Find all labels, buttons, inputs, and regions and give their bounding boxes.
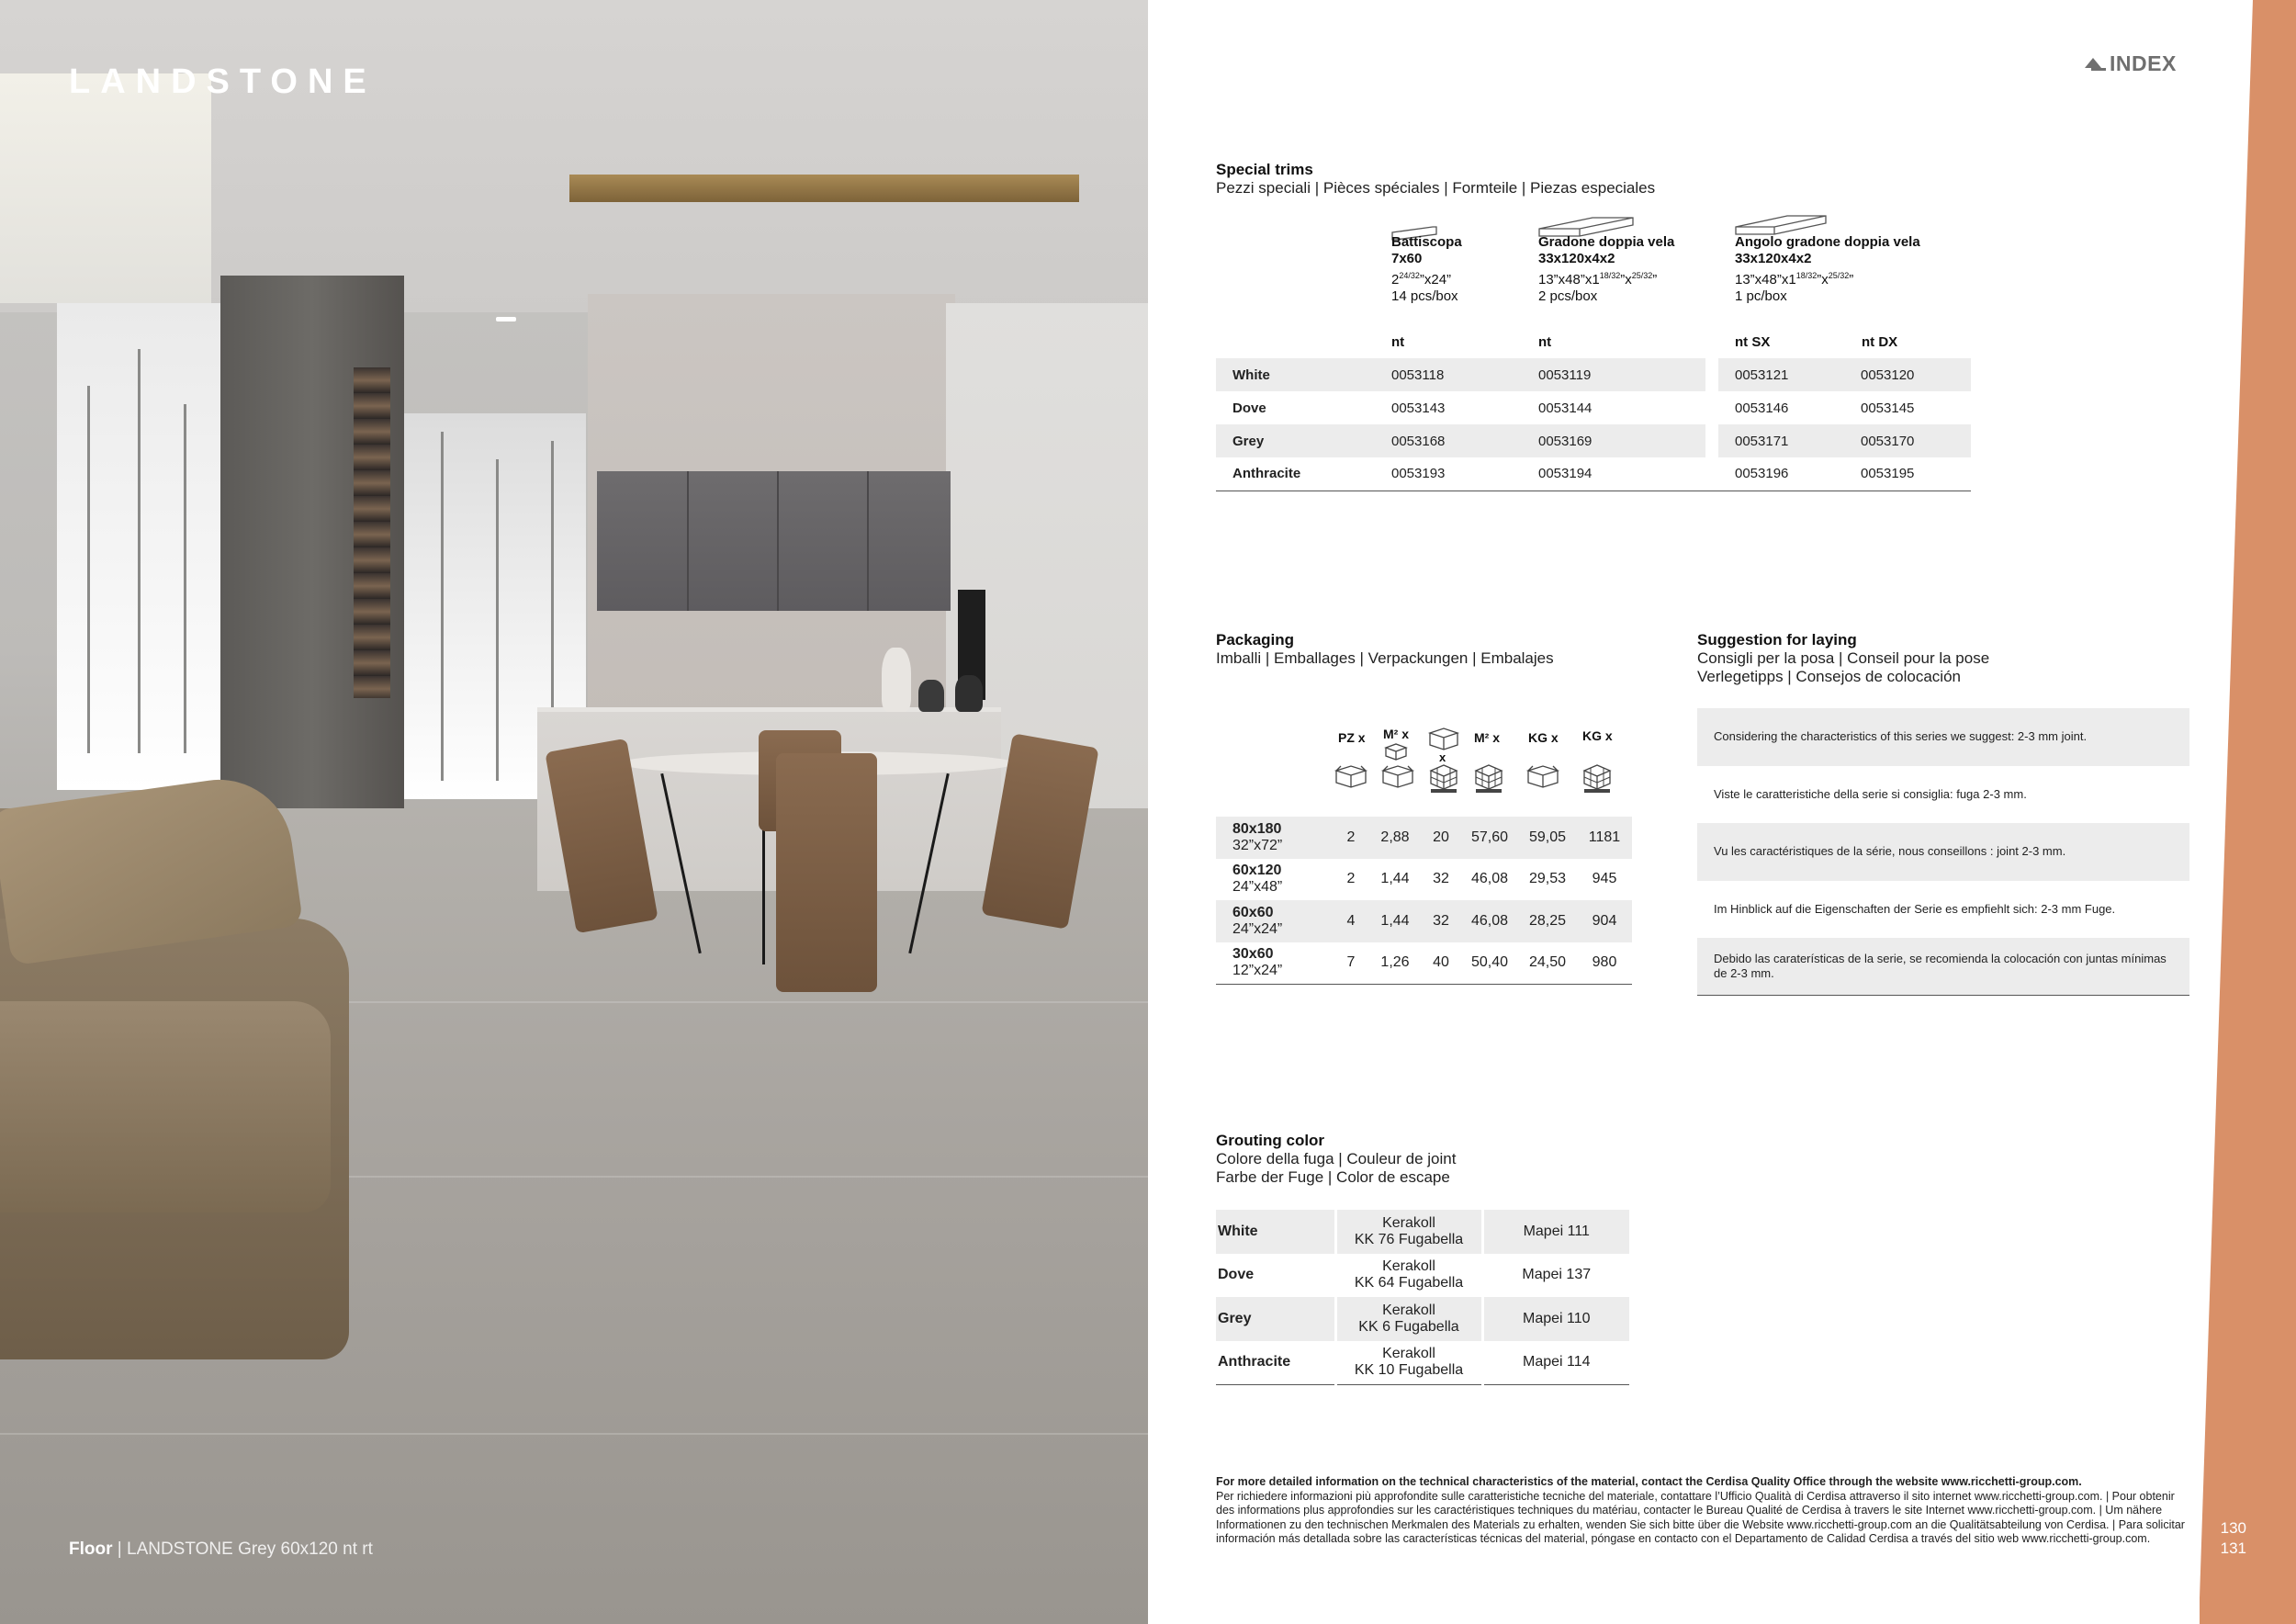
format-inch: 12”x24”	[1232, 963, 1283, 978]
format-inch: 32”x72”	[1232, 837, 1283, 853]
value-cell: 1,26	[1369, 942, 1421, 985]
trim-imperial-part: 2	[1391, 272, 1400, 288]
code-cell: 0053195	[1844, 457, 1971, 491]
code-cell: 0053145	[1861, 400, 1915, 416]
trim-imperial-size	[1538, 267, 1674, 288]
format-cm: 60x60	[1232, 904, 1274, 920]
kerakoll-product: KK 6 Fugabella	[1358, 1318, 1459, 1335]
trim-size: 33x120x4x2	[1538, 251, 1615, 266]
format-inch: 24”x24”	[1232, 920, 1283, 937]
column-gap	[1705, 424, 1718, 457]
kerakoll-cell	[1335, 1254, 1482, 1298]
code-cell: 0053119	[1522, 358, 1705, 391]
packaging-column-header: M² x	[1474, 730, 1500, 745]
mapei-cell: Mapei 114	[1482, 1341, 1629, 1385]
tile-joint	[0, 1433, 1148, 1435]
mapei-cell: Mapei 110	[1482, 1297, 1629, 1341]
index-link-label: INDEX	[2110, 51, 2177, 75]
box-icon	[1525, 763, 1560, 789]
cabinet-divider	[687, 471, 689, 611]
packaging-column-header: KG x	[1528, 730, 1559, 745]
value-cell: 32	[1433, 871, 1449, 887]
color-cell: White	[1216, 1210, 1335, 1254]
value-cell: 2	[1346, 871, 1356, 887]
value-cell: 7	[1333, 942, 1369, 985]
tree	[496, 459, 499, 781]
code-cell: 0053194	[1522, 457, 1705, 491]
tile-joint	[276, 1001, 1148, 1003]
section-title: Grouting color	[1216, 1132, 1325, 1149]
wall-sculpture	[354, 367, 390, 698]
value-cell: 1,44	[1380, 871, 1410, 887]
cabinet-divider	[867, 471, 869, 611]
footnote	[1216, 1475, 2188, 1547]
value-cell: 28,25	[1518, 900, 1577, 942]
pallet-icon	[1472, 761, 1505, 795]
value-cell: 57,60	[1461, 817, 1518, 859]
code-cell: 0053118	[1375, 358, 1522, 391]
table-row	[1216, 1210, 1629, 1254]
section-title: Suggestion for laying	[1697, 631, 1857, 648]
table-row	[1216, 424, 1971, 457]
table-row	[1216, 859, 1632, 901]
tree	[87, 386, 90, 753]
code-cell: 0053168	[1375, 424, 1522, 457]
trim-imperial-size	[1735, 267, 1920, 288]
section-title: Special trims	[1216, 161, 1313, 178]
format-inch: 24”x48”	[1232, 879, 1283, 896]
trim-imperial-fraction: 24/32	[1399, 271, 1420, 280]
page-numbers	[2204, 1518, 2246, 1559]
code-cell: 0053196	[1718, 457, 1844, 491]
caption-label: Floor	[69, 1539, 113, 1559]
kerakoll-product: KK 10 Fugabella	[1354, 1362, 1464, 1378]
trim-imperial-part: ”x	[1620, 272, 1632, 288]
trim-pack: 2 pcs/box	[1538, 288, 1598, 304]
suggestion-row: Vu les caractéristiques de la série, nous conseillons : joint 2-3 mm.	[1697, 823, 2189, 881]
code-cell: 0053121	[1718, 358, 1844, 391]
value-cell: 46,08	[1461, 900, 1518, 942]
kerakoll-brand: Kerakoll	[1382, 1258, 1435, 1275]
pallet-icon	[1427, 761, 1460, 795]
accent-band	[2200, 0, 2296, 1624]
special-trims-table	[1216, 358, 1971, 491]
color-cell: Grey	[1216, 424, 1375, 457]
trim-imperial-size	[1391, 267, 1462, 288]
value-cell: 2,88	[1369, 817, 1421, 859]
trim-imperial-fraction: 18/32	[1795, 271, 1818, 280]
value-cell: 1,44	[1369, 900, 1421, 942]
finish-label: nt DX	[1862, 334, 1898, 350]
kerakoll-brand: Kerakoll	[1382, 1302, 1435, 1318]
column-gap	[1705, 358, 1718, 391]
table-row	[1216, 942, 1632, 985]
vase	[918, 680, 944, 712]
color-cell: Dove	[1218, 1267, 1255, 1283]
section-subtitle: Colore della fuga | Couleur de joint	[1216, 1150, 1457, 1167]
value-cell: 945	[1592, 871, 1617, 887]
format-cell	[1216, 817, 1333, 859]
trim-imperial-part: ”x	[1817, 272, 1829, 288]
finish-label: nt	[1391, 334, 1405, 350]
tree	[441, 432, 444, 781]
suggestion-header	[1697, 631, 1989, 686]
trim-head-angolo-gradone	[1735, 234, 1920, 305]
trim-size: 7x60	[1391, 251, 1423, 266]
trim-imperial-part: ”	[1652, 272, 1658, 288]
special-trims-header	[1216, 161, 1655, 197]
trim-pack: 14 pcs/box	[1391, 288, 1458, 304]
code-cell: 0053170	[1844, 424, 1971, 457]
kerakoll-product: KK 76 Fugabella	[1354, 1231, 1464, 1247]
code-cell: 0053120	[1844, 358, 1971, 391]
value-cell: 24,50	[1518, 942, 1577, 985]
section-title: Packaging	[1216, 631, 1295, 648]
brand-title: LANDSTONE	[69, 62, 377, 101]
trim-name: Gradone doppia vela	[1538, 234, 1675, 250]
index-link[interactable]	[2083, 51, 2177, 76]
code-cell: 0053193	[1375, 457, 1522, 491]
mapei-cell: Mapei 137	[1482, 1254, 1629, 1298]
trim-imperial-part: 13”x48”x1	[1538, 272, 1600, 288]
trim-head-gradone	[1538, 234, 1674, 305]
table-row	[1216, 358, 1971, 391]
box-icon	[1380, 763, 1415, 789]
value-cell: 40	[1421, 942, 1461, 985]
trim-imperial-part: ”x24”	[1419, 272, 1452, 288]
suggestion-list	[1697, 708, 2189, 996]
trim-head-battiscopa	[1391, 234, 1462, 305]
dining-chair	[776, 753, 877, 992]
kerakoll-product: KK 64 Fugabella	[1354, 1275, 1464, 1291]
caption-text: LANDSTONE Grey 60x120 nt rt	[127, 1539, 373, 1559]
trim-imperial-fraction: 18/32	[1599, 271, 1621, 280]
code-cell: 0053144	[1538, 400, 1593, 416]
kerakoll-cell	[1335, 1341, 1482, 1385]
grouting-table	[1216, 1210, 1629, 1385]
section-subtitle: Imballi | Emballages | Verpackungen | Embalajes	[1216, 649, 1554, 667]
trim-imperial-part: ”	[1849, 272, 1854, 288]
trim-imperial-fraction: 25/32	[1828, 271, 1850, 280]
trim-size: 33x120x4x2	[1735, 251, 1812, 266]
table-row	[1216, 817, 1632, 859]
packaging-header	[1216, 631, 1554, 668]
value-cell: 50,40	[1461, 942, 1518, 985]
vase	[882, 648, 911, 712]
color-cell: Anthracite	[1216, 1341, 1335, 1385]
kerakoll-brand: Kerakoll	[1382, 1346, 1435, 1361]
value-cell: 46,08	[1470, 871, 1509, 887]
value-cell: 2	[1333, 817, 1369, 859]
tree	[138, 349, 141, 753]
packaging-column-header: KG x	[1582, 728, 1613, 743]
finish-label: nt SX	[1735, 334, 1771, 350]
pallet-icon	[1581, 761, 1614, 795]
section-subtitle: Consigli per la posa | Conseil pour la pose	[1697, 649, 1990, 667]
trim-pack: 1 pc/box	[1735, 288, 1787, 304]
spot-light	[496, 317, 516, 321]
code-cell: 0053146	[1735, 400, 1789, 416]
caption-separator: |	[117, 1539, 122, 1559]
kerakoll-brand: Kerakoll	[1382, 1214, 1435, 1231]
suggestion-row: Im Hinblick auf die Eigenschaften der Serie es empfiehlt sich: 2-3 mm Fuge.	[1714, 901, 2116, 916]
tree	[184, 404, 186, 753]
format-cell	[1216, 942, 1333, 985]
trim-name: Battiscopa	[1391, 234, 1462, 250]
kerakoll-cell	[1335, 1210, 1482, 1254]
mapei-cell: Mapei 111	[1482, 1210, 1629, 1254]
value-cell: 29,53	[1528, 871, 1567, 887]
cabinet-divider	[777, 471, 779, 611]
ceiling-light-fixture	[569, 175, 1079, 202]
vase	[955, 675, 983, 712]
value-cell: 4	[1333, 900, 1369, 942]
value-cell: 59,05	[1518, 817, 1577, 859]
sofa-cushion	[0, 1001, 331, 1212]
format-cm: 60x120	[1232, 863, 1282, 879]
code-cell: 0053171	[1718, 424, 1844, 457]
color-cell: Dove	[1232, 400, 1266, 416]
format-cell	[1216, 859, 1333, 901]
packaging-table	[1216, 817, 1632, 985]
value-cell: 1181	[1577, 817, 1632, 859]
format-cell	[1216, 900, 1333, 942]
packaging-column-header: PZ x	[1338, 730, 1366, 745]
packaging-column-header: x	[1439, 750, 1446, 764]
packaging-column-header: M² x	[1383, 727, 1409, 741]
table-row	[1216, 457, 1971, 491]
table-row	[1216, 900, 1632, 942]
trim-imperial-part: 13”x48”x1	[1735, 272, 1796, 288]
format-cm: 80x180	[1232, 820, 1282, 837]
color-cell: White	[1216, 358, 1375, 391]
skylight	[0, 73, 211, 303]
value-cell: 20	[1421, 817, 1461, 859]
column-gap	[1705, 457, 1718, 491]
suggestion-row: Viste le caratteristiche della serie si consiglia: fuga 2-3 mm.	[1714, 786, 2027, 801]
box-icon	[1427, 726, 1460, 751]
trim-name: Angolo gradone doppia vela	[1735, 234, 1920, 250]
footnote-text: Per richiedere informazioni più approfondite sulle caratteristiche tecniche del materiale, contattare l’Ufficio Qualità di Cerdisa attraverso il sito internet www.ricchetti-group.com. | Pour obtenir des informations plus approfondies sur les caractéristiques techniques du matériau, contacter le Bureau Qualité de Cerdisa à travers le site Internet www.ricchetti-group.com. | Um nähere Informationen zu den technischen Merkmalen des Materials zu erhalten, wenden Sie sich bitte über die Website www.ricchetti-group.com an die Qualitätsabteilung von Cerdisa. | Para solicitar información más detallada sobre las características técnicas del material, póngase en contacto con el Departamento de Calidad Cerdisa a través del sitio web www.ricchetti-group.com.	[1216, 1489, 2185, 1545]
kitchen-cabinet	[597, 471, 951, 611]
table-row	[1216, 1341, 1629, 1385]
table-row	[1216, 1254, 1629, 1298]
format-cm: 30x60	[1232, 946, 1274, 962]
value-cell: 980	[1577, 942, 1632, 985]
trim-imperial-fraction: 25/32	[1631, 271, 1653, 280]
code-cell: 0053143	[1391, 400, 1446, 416]
box-icon	[1384, 742, 1408, 761]
arrow-up-left-icon	[2083, 55, 2107, 73]
value-cell: 32	[1421, 900, 1461, 942]
kerakoll-cell	[1335, 1297, 1482, 1341]
suggestion-row: Considering the characteristics of this series we suggest: 2-3 mm joint.	[1697, 708, 2189, 766]
column-gap	[1705, 391, 1718, 424]
color-cell: Anthracite	[1216, 457, 1375, 491]
page-number: 131	[2220, 1539, 2246, 1557]
table-row	[1216, 391, 1971, 424]
code-cell: 0053169	[1522, 424, 1705, 457]
page-number: 130	[2220, 1519, 2246, 1537]
section-subtitle: Farbe der Fuge | Color de escape	[1216, 1168, 1450, 1186]
suggestion-row: Debido las caraterísticas de la serie, se recomienda la colocación con juntas mínimas de 2-3 mm.	[1697, 938, 2189, 996]
finish-label: nt	[1538, 334, 1552, 350]
color-cell: Grey	[1216, 1297, 1335, 1341]
section-subtitle: Verlegetipps | Consejos de colocación	[1697, 668, 1961, 685]
table-row	[1216, 1297, 1629, 1341]
footnote-bold: For more detailed information on the technical characteristics of the material, contact the Cerdisa Quality Office through the website www.ricchetti-group.com.	[1216, 1475, 2082, 1488]
photo-caption	[69, 1539, 373, 1560]
value-cell: 904	[1577, 900, 1632, 942]
grouting-header	[1216, 1132, 1456, 1187]
box-icon	[1334, 763, 1368, 789]
section-subtitle: Pezzi speciali | Pièces spéciales | Formteile | Piezas especiales	[1216, 179, 1656, 197]
